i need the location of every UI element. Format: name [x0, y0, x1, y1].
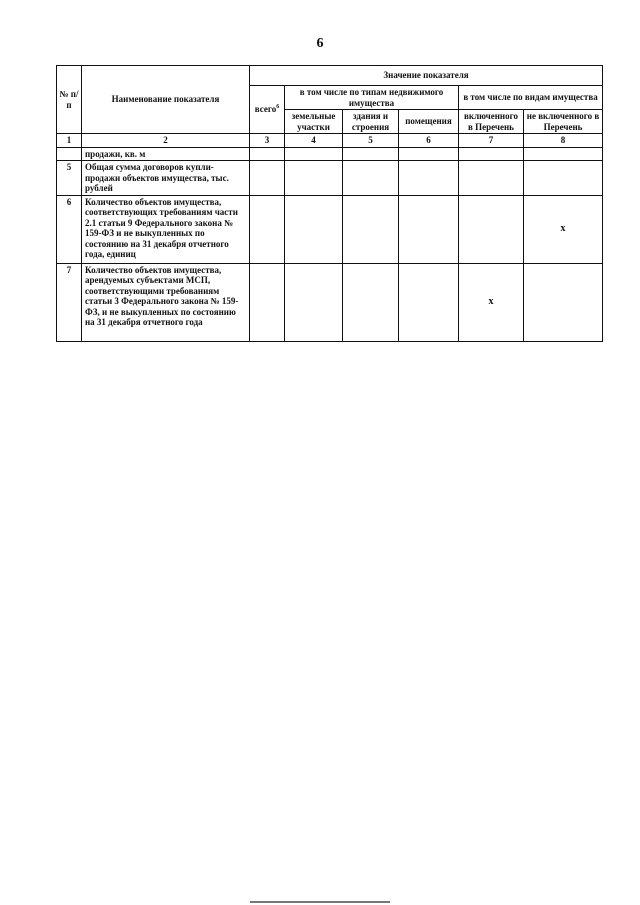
cell-buildings — [343, 195, 399, 263]
cell-not-included — [524, 147, 603, 161]
col-number: 1 — [57, 134, 82, 148]
cell-premises — [399, 161, 459, 196]
col-number: 2 — [82, 134, 250, 148]
cell-total — [250, 263, 285, 341]
cell-land — [285, 147, 343, 161]
header-land: земельные участки — [285, 110, 343, 134]
table-row — [57, 195, 603, 263]
cell-premises — [399, 263, 459, 341]
cell-not-included: x — [524, 195, 603, 263]
row-num: 6 — [57, 195, 82, 263]
cell-not-included — [524, 263, 603, 341]
indicators-table — [56, 65, 603, 342]
cell-included — [459, 147, 524, 161]
row-num: 5 — [57, 161, 82, 196]
cell-total — [250, 161, 285, 196]
col-number: 3 — [250, 134, 285, 148]
cell-premises — [399, 147, 459, 161]
header-total: всего$^6$ — [250, 86, 285, 134]
table-row — [57, 263, 603, 341]
header-by-kind: в том числе по видам имущества — [459, 86, 603, 110]
col-number: 5 — [343, 134, 399, 148]
header-value-group: Значение показателя — [250, 66, 603, 86]
cell-land — [285, 195, 343, 263]
row-num — [57, 147, 82, 161]
cell-buildings — [343, 263, 399, 341]
cell-included — [459, 195, 524, 263]
header-premises: помещения — [399, 110, 459, 134]
header-included: включенного в Перечень — [459, 110, 524, 134]
header-num: № п/п — [57, 66, 82, 134]
cell-total — [250, 195, 285, 263]
header-not-included: не включенного в Перечень — [524, 110, 603, 134]
column-numbers-row — [57, 134, 603, 148]
header-name: Наименование показателя — [82, 66, 250, 134]
table-row — [57, 161, 603, 196]
footnote-mark: 6 — [276, 104, 280, 111]
header-buildings: здания и строения — [343, 110, 399, 134]
header-row-1 — [57, 66, 603, 86]
cell-included — [459, 161, 524, 196]
row-num: 7 — [57, 263, 82, 341]
cell-buildings — [343, 161, 399, 196]
header-by-type: в том числе по типам недвижимого имущества — [285, 86, 459, 110]
col-number: 8 — [524, 134, 603, 148]
scan-edge-line — [250, 901, 390, 903]
page-number: 6 — [316, 36, 324, 51]
cell-buildings — [343, 147, 399, 161]
cell-land — [285, 161, 343, 196]
cell-premises — [399, 195, 459, 263]
col-number: 7 — [459, 134, 524, 148]
cell-included: x — [459, 263, 524, 341]
col-number: 4 — [285, 134, 343, 148]
row-name: Количество объектов имущества, соответствующих требованиям части 2.1 статьи 9 Федерального закона № 159-ФЗ и не выкупленных по состоянию на 31 декабря отчетного года, единиц — [82, 195, 250, 263]
row-name: Количество объектов имущества, арендуемых субъектами МСП, соответствующими требованиям статьи 3 Федерального закона № 159-ФЗ, и не выкупленных по состоянию на 31 декабря отчетного года — [82, 263, 250, 341]
row-name: Общая сумма договоров купли-продажи объектов имущества, тыс. рублей — [82, 161, 250, 196]
cell-total — [250, 147, 285, 161]
cell-not-included — [524, 161, 603, 196]
cell-land — [285, 263, 343, 341]
table-row — [57, 147, 603, 161]
row-name: продажи, кв. м — [82, 147, 250, 161]
col-number: 6 — [399, 134, 459, 148]
